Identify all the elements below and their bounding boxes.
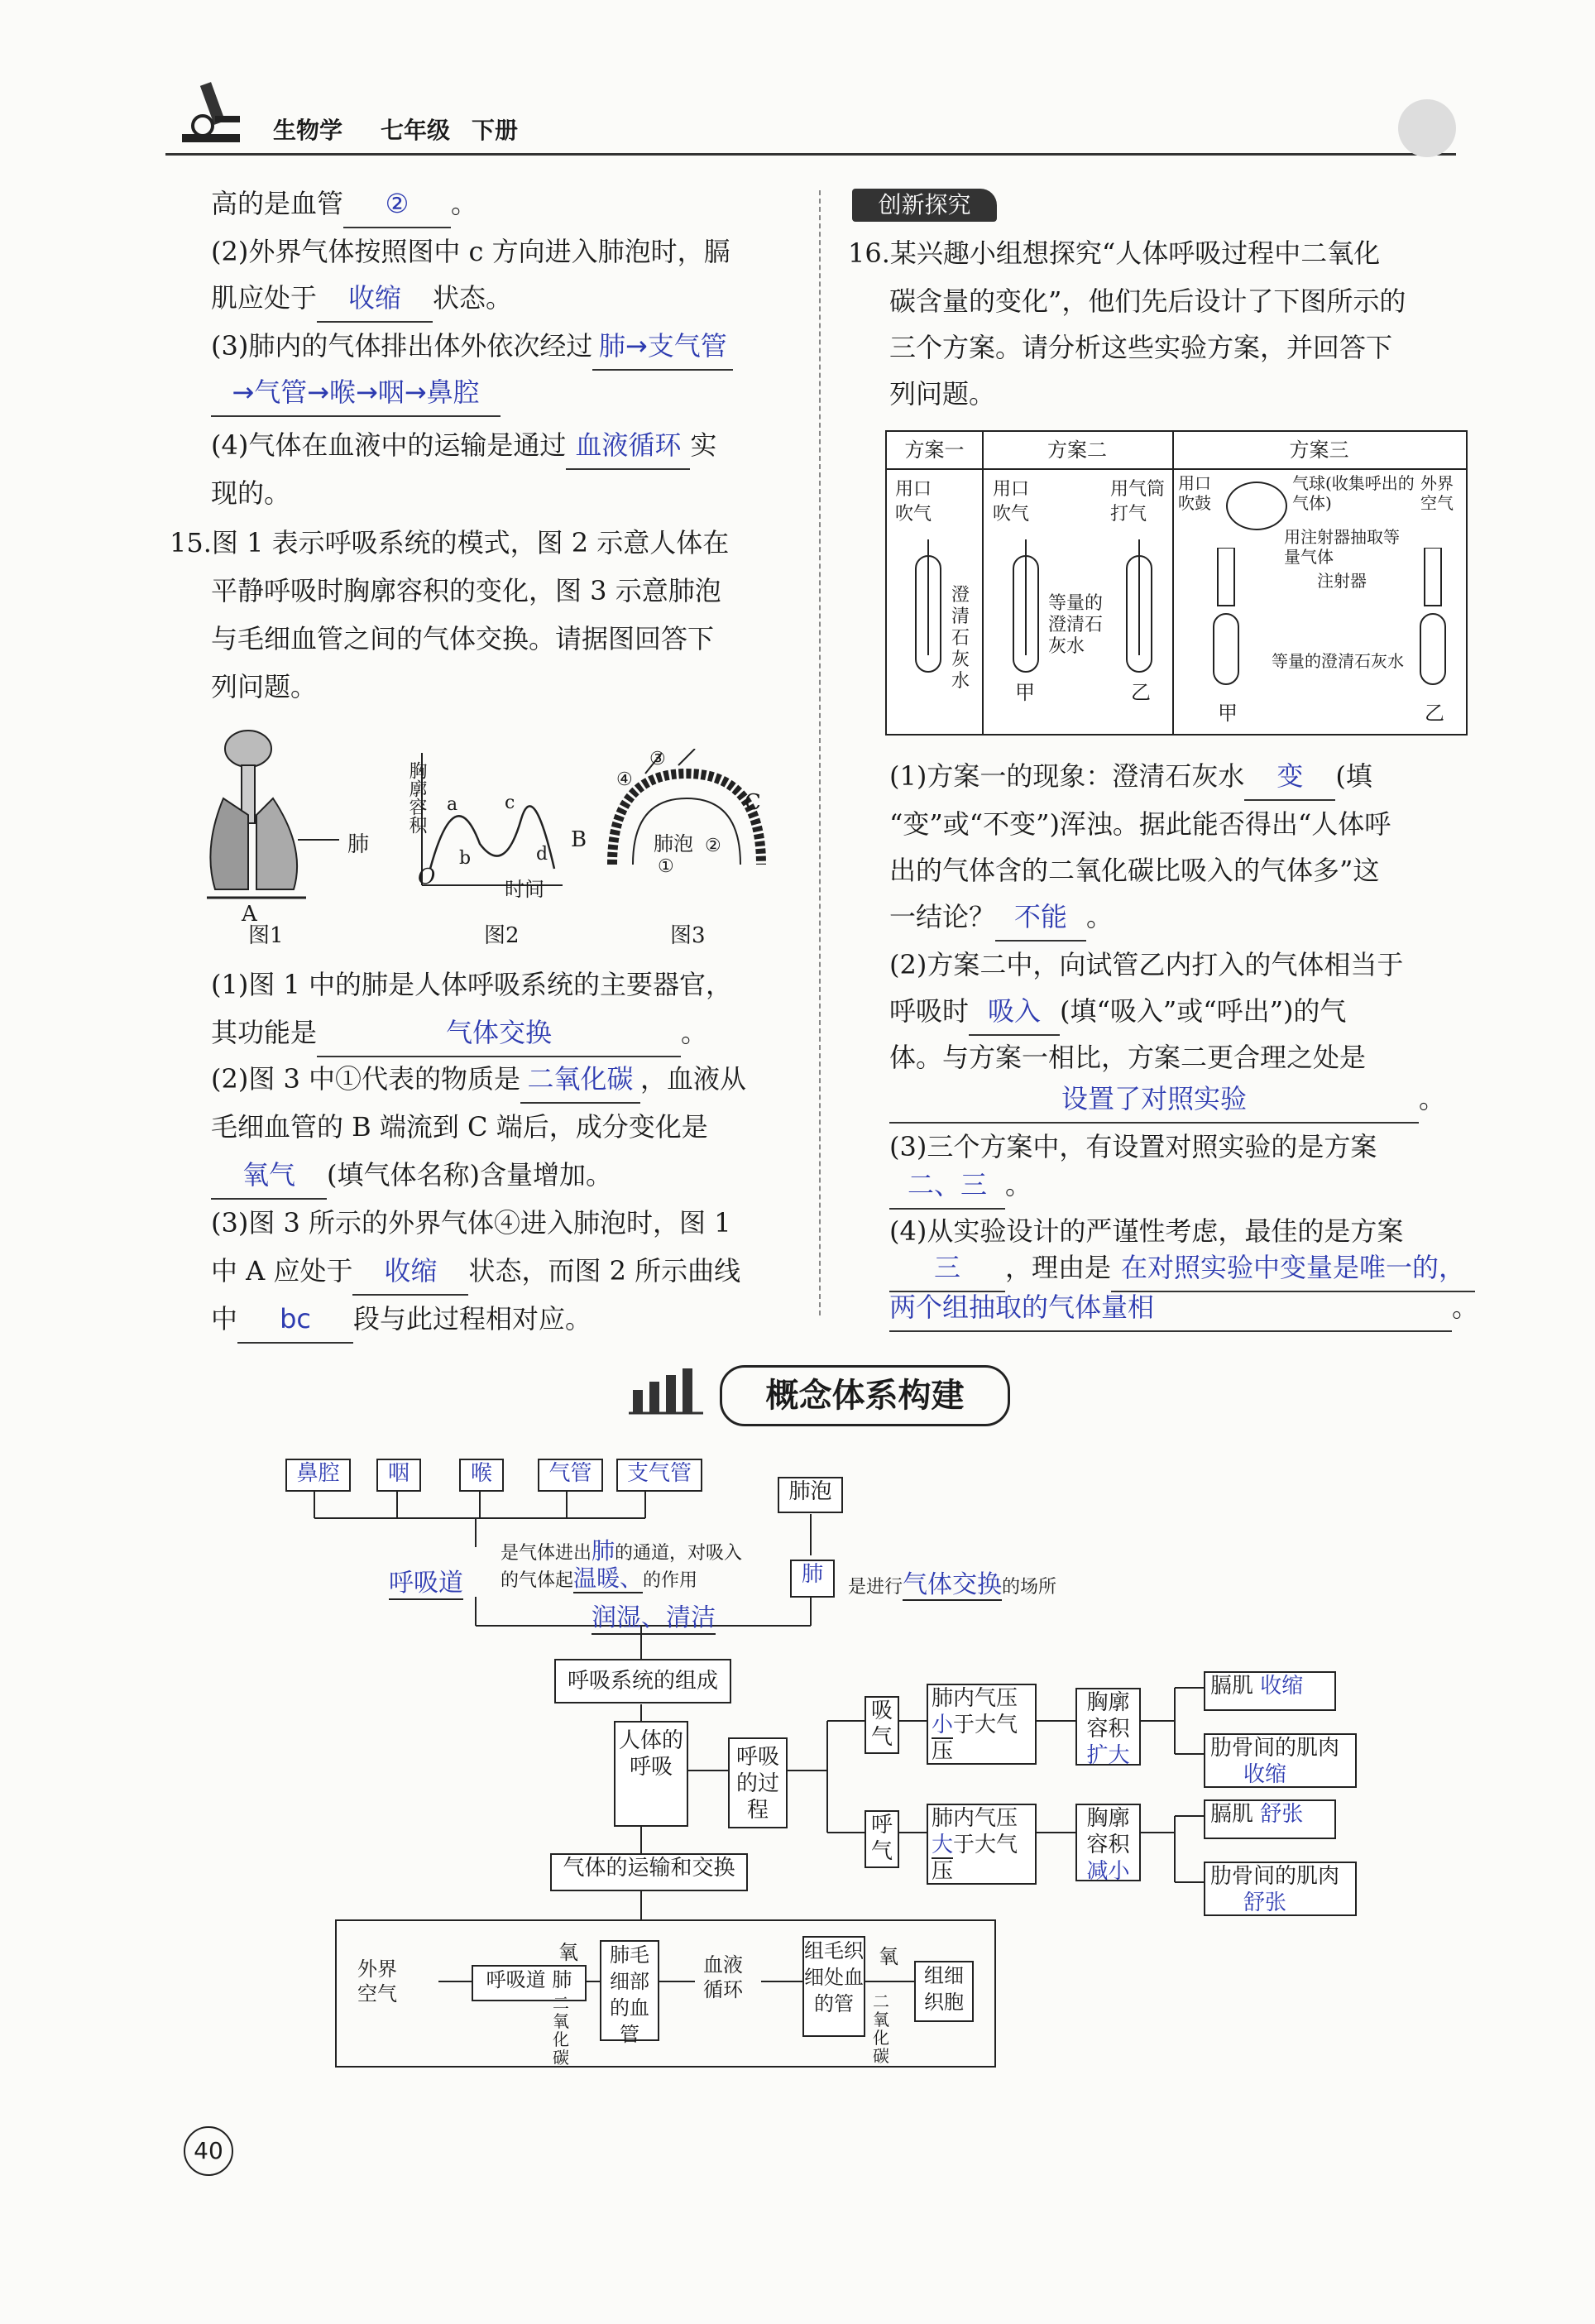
fig3-3: ③ bbox=[649, 749, 666, 769]
left-q3: (3)肺内的气体排出体外依次经过 肺→支气管 bbox=[211, 323, 733, 371]
fig3-2: ② bbox=[705, 836, 721, 856]
header-subject: 生物学 bbox=[273, 117, 343, 144]
concept-tract-desc: 是气体进出肺的通道，对吸入 的气体起温暖、的作用 bbox=[501, 1537, 743, 1592]
fig2-caption: 图2 bbox=[484, 923, 520, 948]
answer-blank: →气管→喉→咽→鼻腔 bbox=[211, 369, 501, 417]
left-q2b: 肌应处于 收缩 状态。 bbox=[211, 275, 512, 323]
fig2-c: c bbox=[505, 793, 515, 813]
transport-co2: 二氧化碳 bbox=[553, 1993, 569, 2068]
p3-syringe-label: 注射器 bbox=[1317, 571, 1367, 591]
answer-blank: 收缩 bbox=[352, 1248, 468, 1296]
p2-pump: 用气筒打气 bbox=[1110, 479, 1166, 525]
b2-line3: 体。与方案一相比，方案二更合理之处是 bbox=[889, 1042, 1367, 1073]
answer-blank: 血液循环 bbox=[566, 422, 690, 470]
concept-lung: 肺 bbox=[790, 1560, 835, 1598]
q16-line3: 三个方案。请分析这些实验方案，并回答下 bbox=[889, 332, 1393, 363]
p2-lime: 等量的澄清石灰水 bbox=[1048, 593, 1104, 657]
q15-line2: 平静呼吸时胸廓容积的变化，图 3 示意肺泡 bbox=[211, 575, 721, 606]
p3-balloon: 气球(收集呼出的气体) bbox=[1292, 473, 1415, 513]
answer-blank: ② bbox=[343, 180, 451, 228]
q15-line3: 与毛细血管之间的气体交换。请据图回答下 bbox=[211, 623, 715, 654]
concept-chest-inhale: 胸廓容积 扩大 bbox=[1075, 1688, 1141, 1766]
a1-line2: 其功能是 气体交换 。 bbox=[211, 1009, 707, 1057]
b4-line2: 三 ，理由是 在对照实验中变量是唯一的， bbox=[889, 1244, 1475, 1292]
answer-blank: 变 bbox=[1244, 753, 1335, 801]
concept-trachea: 气管 bbox=[538, 1459, 603, 1492]
concept-resp-tract: 呼吸道 bbox=[389, 1562, 463, 1600]
transport-outer-air: 外界空气 bbox=[357, 1957, 397, 2005]
fig2-y-label: 胸廓容积 bbox=[406, 761, 427, 834]
b2-line2: 呼吸时 吸入 (填“吸入”或“呼出”)的气 bbox=[889, 988, 1346, 1036]
fig3-4: ④ bbox=[616, 769, 633, 790]
concept-alveoli: 肺泡 bbox=[778, 1477, 843, 1513]
p1-blow: 用口吹气 bbox=[895, 479, 932, 525]
a3-line3: 中 bc 段与此过程相对应。 bbox=[211, 1296, 592, 1344]
answer-blank: 二氧化碳 bbox=[520, 1056, 640, 1104]
innovation-badge: 创新探究 bbox=[852, 189, 997, 222]
header-volume: 下册 bbox=[472, 117, 519, 144]
p3-lime: 等量的澄清石灰水 bbox=[1272, 651, 1404, 671]
concept-human-respiration: 人体的呼吸 bbox=[614, 1721, 688, 1827]
concept-tract-ans3: 润湿、清洁 bbox=[592, 1597, 716, 1635]
header-grade: 七年级 bbox=[381, 117, 451, 144]
answer-blank: bc bbox=[237, 1296, 353, 1344]
left-q2: (2)外界气体按照图中 c 方向进入肺泡时，膈 bbox=[211, 236, 730, 267]
fig1-a-label: A bbox=[242, 902, 257, 927]
concept-inhale-pressure: 肺内气压 小于大气压 bbox=[927, 1684, 1037, 1765]
fig2-x-label: 时间 bbox=[505, 878, 544, 901]
p3-syringe-text: 用注射器抽取等量气体 bbox=[1284, 527, 1400, 567]
left-line1: 高的是血管 ② 。 bbox=[211, 180, 477, 228]
answer-blank: 气体交换 bbox=[317, 1009, 681, 1057]
p2-jia: 甲 bbox=[1015, 681, 1035, 704]
answer-blank: 二、三 bbox=[889, 1162, 1005, 1210]
concept-inhale: 吸气 bbox=[865, 1696, 899, 1754]
transport-blood: 血液循环 bbox=[703, 1953, 743, 2001]
fig2-a: a bbox=[447, 794, 458, 815]
plan-2-header: 方案二 bbox=[1047, 438, 1107, 462]
b2-line4: 设置了对照实验 。 bbox=[889, 1076, 1445, 1124]
q16-line2: 碳含量的变化”，他们先后设计了下图所示的 bbox=[889, 285, 1406, 317]
fig3-caption: 图3 bbox=[670, 923, 706, 948]
b1-line3: 出的气体含的二氧化碳比吸入的气体多”这 bbox=[889, 855, 1380, 886]
answer-blank: 吸入 bbox=[969, 988, 1060, 1036]
concept-lung-desc: 是进行气体交换的场所 bbox=[848, 1570, 1057, 1599]
left-q4b: 现的。 bbox=[211, 477, 291, 509]
fig3-1: ① bbox=[658, 856, 674, 877]
answer-blank: 不能 bbox=[995, 894, 1086, 942]
b2-line1: (2)方案二中，向试管乙内打入的气体相当于 bbox=[889, 949, 1404, 980]
q15-line1: 15.图 1 表示呼吸系统的模式，图 2 示意人体在 bbox=[170, 527, 730, 558]
q15-line4: 列问题。 bbox=[211, 671, 318, 702]
b3-line2: 二、三 。 bbox=[889, 1162, 1032, 1210]
transport-lung-cap: 肺毛细部的血管 bbox=[600, 1940, 659, 2041]
concept-exhale-pressure: 肺内气压 大于大气压 bbox=[927, 1804, 1037, 1885]
fig2-b: b bbox=[459, 848, 472, 869]
a2-line2: 毛细血管的 B 端流到 C 端后，成分变化是 bbox=[211, 1111, 708, 1143]
plan-1-header: 方案一 bbox=[904, 438, 965, 462]
left-q4: (4)气体在血液中的运输是通过 血液循环 实 bbox=[211, 422, 716, 470]
concept-title: 概念体系构建 bbox=[720, 1365, 1010, 1426]
concept-diaphragm-inhale: 膈肌 收缩 bbox=[1204, 1671, 1336, 1711]
concept-nasal-cavity: 鼻腔 bbox=[285, 1459, 351, 1492]
a3-line1: (3)图 3 所示的外界气体④进入肺泡时，图 1 bbox=[211, 1207, 731, 1239]
concept-diaphragm-exhale: 膈肌 舒张 bbox=[1204, 1799, 1336, 1839]
p2-blow: 用口吹气 bbox=[993, 479, 1030, 525]
answer-blank: 三 bbox=[889, 1244, 1005, 1292]
q16-line1: 16.某兴趣小组想探究“人体呼吸过程中二氧化 bbox=[848, 237, 1381, 269]
concept-transport: 气体的运输和交换 bbox=[550, 1853, 748, 1891]
b4-line1: (4)从实验设计的严谨性考虑，最佳的是方案 bbox=[889, 1215, 1404, 1247]
answer-blank: 设置了对照实验 bbox=[889, 1076, 1419, 1124]
b3-line1: (3)三个方案中，有设置对照实验的是方案 bbox=[889, 1131, 1377, 1162]
fig1-lung-label: 肺 bbox=[347, 832, 370, 857]
concept-composition: 呼吸系统的组成 bbox=[554, 1659, 731, 1703]
page-number: 40 bbox=[184, 2126, 233, 2176]
concept-respiration-process: 呼吸的过程 bbox=[728, 1737, 788, 1828]
fig2-d: d bbox=[536, 844, 548, 865]
answer-blank: 氧气 bbox=[211, 1152, 327, 1200]
fig2-origin: O bbox=[418, 865, 436, 889]
q16-line4: 列问题。 bbox=[889, 378, 996, 410]
transport-cells: 组细织胞 bbox=[914, 1961, 974, 2022]
answer-blank: 两个组抽取的气体量相 bbox=[889, 1284, 1452, 1332]
concept-pharynx: 咽 bbox=[376, 1459, 421, 1492]
p1-lime: 澄清石灰水 bbox=[951, 585, 970, 692]
concept-chest-exhale: 胸廓容积 减小 bbox=[1075, 1804, 1141, 1881]
fig3-alveolus-label: 肺泡 bbox=[654, 832, 693, 855]
p3-yi: 乙 bbox=[1425, 702, 1444, 725]
a1-line1: (1)图 1 中的肺是人体呼吸系统的主要器官， bbox=[211, 969, 733, 1000]
b1-line1: (1)方案一的现象：澄清石灰水 变 (填 bbox=[889, 753, 1372, 801]
transport-o2b: 氧 bbox=[879, 1945, 898, 1968]
b4-line3: 两个组抽取的气体量相 。 bbox=[889, 1284, 1478, 1332]
concept-bronchi: 支气管 bbox=[616, 1459, 702, 1492]
transport-co2b: 二氧化碳 bbox=[873, 1991, 889, 2066]
a2-line1: (2)图 3 中①代表的物质是 二氧化碳 ，血液从 bbox=[211, 1056, 746, 1104]
a3-line2: 中 A 应处于 收缩 状态，而图 2 所示曲线 bbox=[211, 1248, 740, 1296]
a2-line3: 氧气 (填气体名称)含量增加。 bbox=[211, 1152, 612, 1200]
fig1-caption: 图1 bbox=[248, 923, 284, 948]
fig3-C: C bbox=[745, 790, 761, 815]
transport-tissue-cap: 组毛织细处血的管 bbox=[802, 1936, 865, 2037]
fig3-B: B bbox=[571, 827, 587, 852]
answer-blank: 肺→支气管 bbox=[592, 323, 733, 371]
p3-air: 外界空气 bbox=[1420, 473, 1454, 513]
concept-larynx: 喉 bbox=[459, 1459, 504, 1492]
p3-jia: 甲 bbox=[1218, 702, 1238, 725]
answer-blank: 在对照实验中变量是唯一的， bbox=[1111, 1244, 1475, 1292]
p3-blow: 用口吹鼓 bbox=[1178, 473, 1211, 513]
b1-line4: 一结论？ 不能 。 bbox=[889, 894, 1113, 942]
transport-tract: 呼吸道 肺 bbox=[472, 1965, 587, 2001]
concept-ribs-exhale: 肋骨间的肌肉 舒张 bbox=[1204, 1862, 1357, 1916]
transport-o2: 氧 bbox=[558, 1941, 578, 1964]
concept-exhale: 呼气 bbox=[865, 1810, 899, 1868]
answer-blank: 收缩 bbox=[317, 275, 433, 323]
plan-3-header: 方案三 bbox=[1289, 438, 1349, 462]
p2-yi: 乙 bbox=[1131, 681, 1151, 704]
b1-line2: “变”或“不变”)浑浊。据此能否得出“人体呼 bbox=[889, 808, 1391, 840]
concept-ribs-inhale: 肋骨间的肌肉 收缩 bbox=[1204, 1733, 1357, 1788]
